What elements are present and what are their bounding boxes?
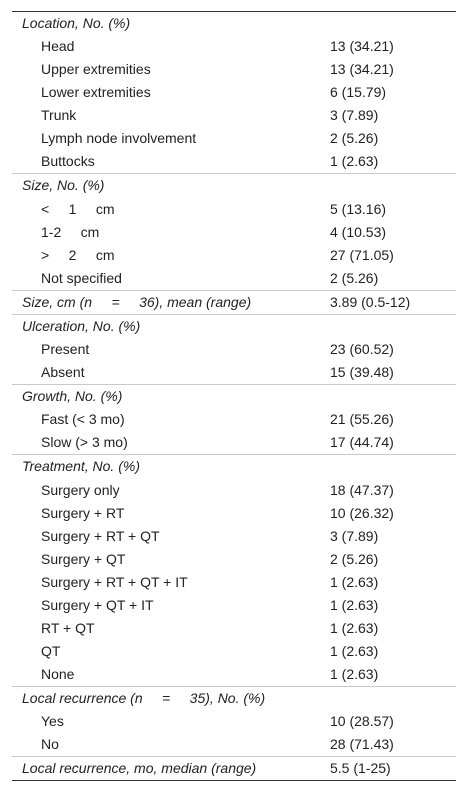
row-value xyxy=(330,314,456,338)
row-value: 2 (5.26) xyxy=(330,130,379,147)
row-value: 27 (71.05) xyxy=(330,246,394,263)
table-row xyxy=(12,710,456,733)
row-label: Surgery + RT + QT xyxy=(41,527,160,544)
row-label: Lymph node involvement xyxy=(41,130,197,147)
row-value: 2 (5.26) xyxy=(330,269,379,286)
row-label: Present xyxy=(41,341,90,358)
table-row xyxy=(12,640,456,663)
section-label: Treatment, No. (%) xyxy=(12,455,330,479)
row-value xyxy=(330,455,456,479)
row-value: 3 (7.89) xyxy=(330,527,379,544)
table-section-row xyxy=(12,757,456,781)
row-label: Upper extremities xyxy=(41,61,151,78)
table-row xyxy=(12,431,456,455)
row-value: 3.89 (0.5-12) xyxy=(330,290,456,314)
row-value: 1 (2.63) xyxy=(330,573,379,590)
row-value: 4 (10.53) xyxy=(330,223,387,240)
row-label: 1-2 cm xyxy=(41,223,100,240)
row-value: 3 (7.89) xyxy=(330,107,379,124)
table-row xyxy=(12,338,456,361)
row-value: 1 (2.63) xyxy=(330,642,379,659)
table-section-row xyxy=(12,385,456,409)
row-label: Surgery only xyxy=(41,481,120,498)
row-label: Not specified xyxy=(41,269,122,286)
row-value xyxy=(330,385,456,409)
row-label: > 2 cm xyxy=(41,246,115,263)
table-section-row xyxy=(12,290,456,314)
table-row xyxy=(12,594,456,617)
section-label: Ulceration, No. (%) xyxy=(12,314,330,338)
row-label: Fast (< 3 mo) xyxy=(41,411,125,428)
table-row xyxy=(12,525,456,548)
table-row xyxy=(12,408,456,431)
row-label: Lower extremities xyxy=(41,84,151,101)
table-body xyxy=(12,12,456,781)
section-label: Growth, No. (%) xyxy=(12,385,330,409)
section-label: Local recurrence, mo, median (range) xyxy=(12,757,330,781)
table-row xyxy=(12,267,456,291)
row-value: 13 (34.21) xyxy=(330,61,394,78)
table-row xyxy=(12,150,456,174)
table-section-row xyxy=(12,314,456,338)
table-row xyxy=(12,221,456,244)
row-value: 23 (60.52) xyxy=(330,341,394,358)
row-label: Absent xyxy=(41,364,85,381)
row-label: Surgery + RT xyxy=(41,504,125,521)
section-label: Size, No. (%) xyxy=(12,174,330,198)
row-value: 15 (39.48) xyxy=(330,364,394,381)
table-row xyxy=(12,81,456,104)
table-row xyxy=(12,127,456,150)
table-row xyxy=(12,244,456,267)
table-row xyxy=(12,663,456,687)
row-label: No xyxy=(41,736,59,753)
section-label: Size, cm (n = 36), mean (range) xyxy=(12,290,330,314)
row-value: 5 (13.16) xyxy=(330,200,387,217)
row-value xyxy=(330,686,456,710)
table-section-row xyxy=(12,455,456,479)
row-label: Slow (> 3 mo) xyxy=(41,434,128,451)
row-value: 1 (2.63) xyxy=(330,153,379,170)
table-section-row xyxy=(12,686,456,710)
row-value: 1 (2.63) xyxy=(330,619,379,636)
table-row xyxy=(12,548,456,571)
row-label: Buttocks xyxy=(41,153,95,170)
section-label: Local recurrence (n = 35), No. (%) xyxy=(12,686,330,710)
row-label: Surgery + RT + QT + IT xyxy=(41,573,188,590)
row-value: 1 (2.63) xyxy=(330,596,379,613)
table-row xyxy=(12,58,456,81)
table-row xyxy=(12,571,456,594)
characteristics-table-container xyxy=(12,11,456,781)
row-value: 10 (26.32) xyxy=(330,504,394,521)
table-row xyxy=(12,502,456,525)
section-label: Location, No. (%) xyxy=(22,15,131,31)
row-label: < 1 cm xyxy=(41,200,115,217)
row-value: 13 (34.21) xyxy=(330,38,394,55)
row-value: 18 (47.37) xyxy=(330,481,394,498)
characteristics-table xyxy=(12,11,456,781)
row-label: RT + QT xyxy=(41,619,95,636)
row-label: None xyxy=(41,665,75,682)
row-value: 28 (71.43) xyxy=(330,736,394,753)
table-row xyxy=(12,479,456,502)
table-row xyxy=(12,35,456,58)
row-value: 1 (2.63) xyxy=(330,665,379,682)
table-row xyxy=(12,361,456,385)
table-section-row xyxy=(12,12,456,36)
row-label: Surgery + QT xyxy=(41,550,126,567)
row-value: 6 (15.79) xyxy=(330,84,387,101)
row-value: 5.5 (1-25) xyxy=(330,757,456,781)
row-value: 17 (44.74) xyxy=(330,434,394,451)
table-row xyxy=(12,198,456,221)
row-label: Head xyxy=(41,38,75,55)
table-section-row xyxy=(12,174,456,198)
table-row xyxy=(12,617,456,640)
row-label: QT xyxy=(41,642,61,659)
row-value xyxy=(330,12,456,36)
row-label: Surgery + QT + IT xyxy=(41,596,154,613)
row-value: 21 (55.26) xyxy=(330,411,394,428)
row-label: Trunk xyxy=(41,107,77,124)
table-row xyxy=(12,104,456,127)
table-row xyxy=(12,733,456,757)
row-value xyxy=(330,174,456,198)
row-value: 10 (28.57) xyxy=(330,713,394,730)
row-value: 2 (5.26) xyxy=(330,550,379,567)
row-label: Yes xyxy=(41,713,64,730)
